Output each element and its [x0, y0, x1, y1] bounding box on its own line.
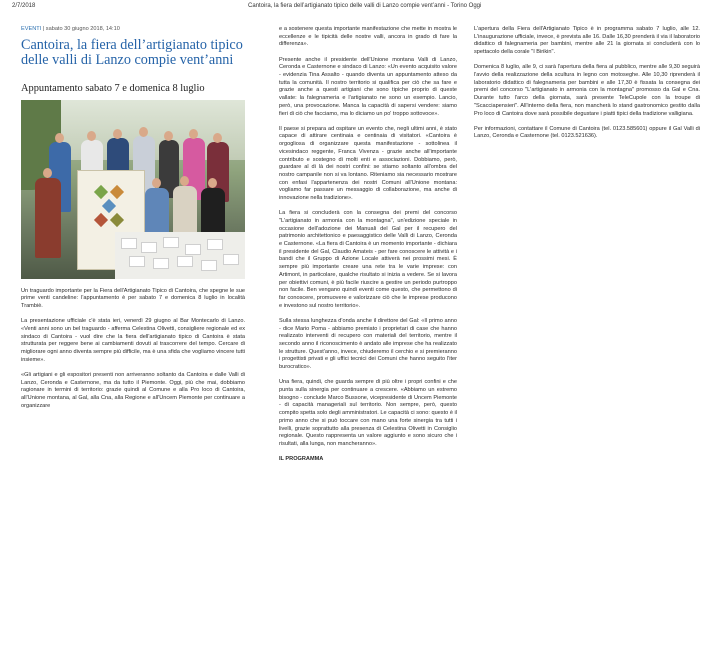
- article-paragraph: Presente anche il presidente dell'Unione montana Valli di Lanzo, Ceronda e Casternone e sindaco di Lanzo: «Un evento acquisito valore - evidenzia Tina Assalto - quando diventa un appuntamento atteso da tutta la comunità. Il nostro territorio si qualifica per ciò che sa fare e grazie anche a questi artigiani che sono tipiche proprio di queste vallate: la falegnameria e l'artigianato ne sono un esempio. Lancio, però, una provocazione. Manca la capacità di sapersi vendere: siamo fieri di ciò che facciamo, ma lo diciamo un po' troppo sottovoce».: [279, 56, 457, 117]
- article-paragraph: La fiera si concluderà con la consegna dei premi del concorso "L'artigianato in armonia con la montagna", un'edizione speciale in occasione dell'adozione dei Manuali del Gal per il recupero del patrimonio architettonico e paesaggistico delle Valli di Lanzo, Ceronda e Casternone. «La fiera di Cantoira è un momento importante - dichiara il presidente del Gal, Claudio Amateis - per fare conoscere le attività e i bandi che il Gruppo di Azione Locale attiverà nei prossimi mesi. È sempre più importante creare una rete tra le varie imprese: con Artimont, in particolare, qualche risultato si inizia a vedere. Se si lavora per obiettivi comuni, è più facile riuscire a gestire un periodo purtroppo non facile. Ben vengano quindi eventi come questo, che permettono di far conoscere, promuovere e valorizzare ciò che le imprese producono e investono sul nostro territorio».: [279, 210, 457, 309]
- photo-leaflet: [207, 239, 223, 250]
- print-date: 2/7/2018: [12, 3, 36, 9]
- photo-table: [115, 232, 245, 279]
- photo-person-head: [87, 131, 96, 141]
- photo-person: [35, 178, 61, 258]
- photo-leaflet: [141, 242, 157, 253]
- article-column-1: [21, 26, 245, 418]
- photo-person-head: [113, 129, 122, 139]
- article-column-2: [279, 26, 457, 471]
- photo-person: [201, 188, 225, 238]
- program-heading: IL PROGRAMMA: [279, 456, 324, 463]
- photo-leaflet: [163, 237, 179, 248]
- photo-person-head: [164, 131, 173, 141]
- photo-leaflet: [177, 256, 193, 267]
- photo-person-head: [208, 178, 217, 188]
- meta-separator: |: [42, 26, 46, 32]
- article-paragraph: Un traguardo importante per la Fiera dell'Artigianato Tipico di Cantoira, che spegne le sue prime venti candeline: l'appuntamento è per sabato 7 e domenica 8 luglio in località Trambiè.: [21, 287, 245, 309]
- article-subtitle: Appuntamento sabato 7 e domenica 8 luglio: [21, 82, 205, 94]
- publish-date: sabato 30 giugno 2018, 14:10: [45, 26, 120, 32]
- article-paragraph: Il paese si prepara ad ospitare un evento che, negli ultimi anni, è stato capace di attirare centinaia e centinaia di visitatori. «Cantoira è orgogliosa di organizzare questa manifestazione - sottolinea il vicesindaco reggente, Franca Vivenza - grazie anche all'importante contributo e sostegno di molti enti e associazioni. Dobbiamo, però, guardare al di là dei nostri confini: se stiamo soltanto all'ombra del nostro campanile non si va lontano. Riteniamo sia necessario mostrare con enfasi l'appartenenza dei nostri Comuni all'Unione montana: vogliamo far passare un messaggio di collaborazione, ma anche di innovazione nella tradizione».: [279, 125, 457, 202]
- photo-person-head: [55, 133, 64, 143]
- photo-person-head: [152, 178, 161, 188]
- article-paragraph: Per informazioni, contattare il Comune di Cantoira (tel. 0123.585601) oppure il Gal Valli di Lanzo, Ceronda e Casternone (tel. 0123.521636).: [474, 125, 700, 140]
- photo-person: [173, 186, 197, 238]
- photo-leaflet: [201, 260, 217, 271]
- article-paragraph: La presentazione ufficiale c'è stata ieri, venerdì 29 giugno al Bar Montecarlo di Lanzo. «Venti anni sono un bel traguardo - afferma Celestina Olivetti, consigliere regionale ed ex sindaco di Cantoira - vuol dire che la fiera dell'artigianato tipico di Cantoira è stata strutturata per reggere bene ai cambiamenti dovuti al trascorrere del tempo. Cercare di migliorare ogni anno diventa sempre più difficile, ma è una sfida che vogliamo vincere tutti insieme».: [21, 318, 245, 363]
- photo-person-head: [213, 133, 222, 143]
- print-page-title: Cantoira, la fiera dell’artigianato tipico delle valli di Lanzo compie vent’anni - Torino Oggi: [248, 3, 482, 9]
- article-title: Cantoira, la fiera dell’artigianato tipico delle valli di Lanzo compie vent’anni: [21, 36, 243, 69]
- group-photo: [21, 100, 245, 279]
- photo-person-head: [189, 129, 198, 139]
- photo-person-head: [43, 168, 52, 178]
- photo-person-head: [180, 176, 189, 186]
- photo-leaflet: [121, 238, 137, 249]
- article-paragraph: Sulla stessa lunghezza d'onda anche il direttore del Gal: «Il primo anno - dice Mario Poma - abbiamo premiato i proprietari di case che hanno realizzato interventi di recupero con materiali del territorio, mentre il secondo anno il riconoscimento è andato alle imprese che ha realizzato le strutture. Quest'anno, invece, chiuderemo il cerchio e si premieranno i progettisti privati e gli uffici tecnici dei Comuni che hanno seguito l'iter burocratico».: [279, 317, 457, 371]
- photo-leaflet: [129, 256, 145, 267]
- section-link[interactable]: EVENTI: [21, 26, 42, 32]
- article-paragraph: L'apertura della Fiera dell'Artigianato Tipico è in programma sabato 7 luglio, alle 12. L'inaugurazione ufficiale, invece, è prevista alle 16. Dalle 16,30 prenderà il via il laboratorio didattico di falegnameria per bambini, mentre alle 21 la giornata si concluderà con lo spettacolo della corale "I Birikin".: [474, 26, 700, 56]
- article-meta: [21, 26, 245, 34]
- photo-leaflet: [185, 244, 201, 255]
- article-column-3: [474, 26, 700, 149]
- article-paragraph: Una fiera, quindi, che guarda sempre di più oltre i propri confini e che punta sulla sinergia per continuare a crescere. «Abbiamo un estremo bisogno - conclude Marco Bussone, vicepresidente di Uncem Piemonte - di capacità manageriali sul territorio. Non sempre, però, questo compito spetta solo degli amministratori. Le capacità ci sono: questo è il primo anno che si può toccare con mano una forte sinergia tra tutti i livelli, grazie soprattutto alla presenza di Celestina Olivetti in Consiglio regionale. Questo rappresenta un valore aggiunto e sono sicuro che i risultati, alla lunga, non mancheranno».: [279, 379, 457, 447]
- photo-leaflet: [153, 258, 169, 269]
- article-paragraph: e a sostenere questa importante manifestazione che mette in mostra le eccellenze e le tipicità delle nostre valli, ancora in grado di fare la differenza».: [279, 26, 457, 48]
- photo-person-head: [139, 127, 148, 137]
- photo-person: [145, 188, 169, 238]
- article-paragraph: Domenica 8 luglio, alle 9, ci sarà l'apertura della fiera al pubblico, mentre alle 9,30 seguirà l'avvio della realizzazione della scultura in legno con motoseghe. Alle 10,30 riprenderà il laboratorio didattico di falegnameria per bambini e alle 17,30 è fissata la consegna dei premi del concorso "L'artigianato in armonia con la montagna" promosso da Gal e Cna. Durante tutto l'arco della giornata, sarà presente TeleCupole con la troupe di "Scacciapensieri". All'interno della fiera, non mancherà lo stand gastronomico gestito dalla Pro loco di Cantoira dove sarà possibile degustare i piatti tipici della tradizione valligiana.: [474, 64, 700, 117]
- photo-leaflet: [223, 254, 239, 265]
- article-paragraph: «Gli artigiani e gli espositori presenti non arriveranno soltanto da Cantoira e dalle Valli di Lanzo, Ceronda e Casternone, ma da tutto il Piemonte. Oggi, più che mai, dobbiamo ragionare in termini di territorio: grazie quindi al Comune e alla Pro loco di Cantoira, all'Unione montana, al Gal, alla Cna, alla Regione e all'Uncem Piemonte per continuare a organizzare: [21, 371, 245, 409]
